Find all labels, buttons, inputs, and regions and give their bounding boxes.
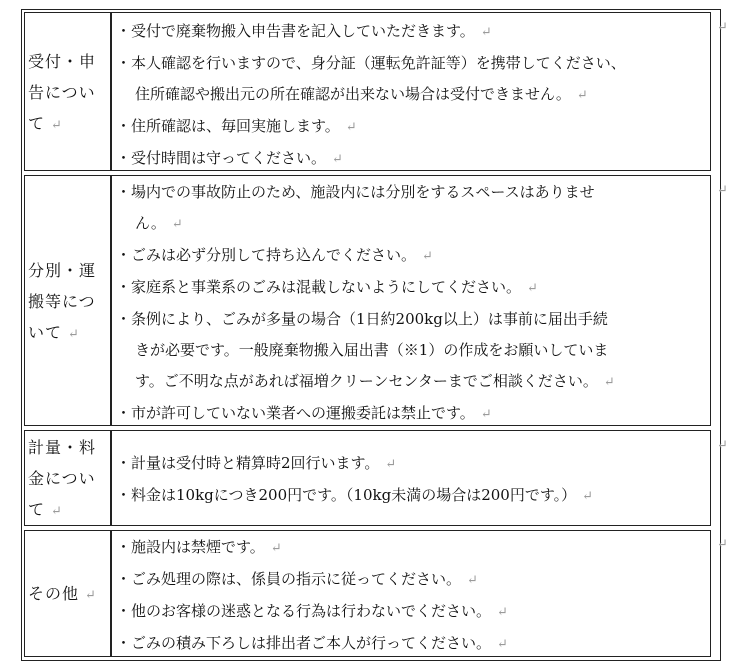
label-line: 金につい bbox=[28, 469, 96, 488]
rule-line: ・計量は受付時と精算時2回行います。 ↵ bbox=[116, 454, 397, 472]
rules-other bbox=[111, 530, 711, 657]
rule-line: ・料金は10kgにつき200円です。（10kg未満の場合は200円です。） ↵ bbox=[116, 486, 594, 504]
label-line: て ↵ bbox=[28, 500, 63, 519]
row-end-mark: ↵ bbox=[717, 537, 728, 552]
rule-line: ・市が許可していない業者への運搬委託は禁止です。 ↵ bbox=[116, 404, 492, 422]
rule-line: ・受付時間は守ってください。 ↵ bbox=[116, 149, 343, 167]
row-end-mark: ↵ bbox=[717, 183, 728, 198]
rule-line: ・他のお客様の迷惑となる行為は行わないでください。 ↵ bbox=[116, 602, 508, 620]
rule-line: ・ごみは必ず分別して持ち込んでください。 ↵ bbox=[116, 246, 433, 264]
rule-line: ・ごみ処理の際は、係員の指示に従ってください。 ↵ bbox=[116, 570, 478, 588]
rule-line: す。ご不明な点があれば福増クリーンセンターまでご相談ください。 ↵ bbox=[135, 372, 615, 390]
label-reception bbox=[24, 12, 111, 171]
label-line: 告につい bbox=[28, 83, 96, 102]
rules-separation bbox=[111, 175, 711, 426]
rule-line: ・ごみの積み下ろしは排出者ご本人が行ってください。 ↵ bbox=[116, 634, 508, 652]
label-line: 計量・料 bbox=[28, 438, 97, 457]
rules-reception bbox=[111, 12, 711, 171]
label-line: 分別・運 bbox=[28, 261, 97, 280]
label-line: 受付・申 bbox=[28, 52, 97, 71]
label-line: 搬等につ bbox=[28, 292, 96, 311]
rule-line: ・住所確認は、毎回実施します。 ↵ bbox=[116, 117, 357, 135]
rule-line: 住所確認や搬出元の所在確認が出来ない場合は受付できません。 ↵ bbox=[135, 85, 588, 103]
label-other bbox=[24, 530, 111, 657]
rule-line: ・条例により、ごみが多量の場合（1日約200kg以上）は事前に届出手続 bbox=[116, 310, 608, 328]
row-end-mark: ↵ bbox=[717, 20, 728, 35]
rule-line: きが必要です。一般廃棄物搬入届出書（※1）の作成をお願いしていま bbox=[135, 341, 609, 359]
label-weighing bbox=[24, 430, 111, 526]
row-end-mark: ↵ bbox=[717, 438, 728, 453]
label-line: て ↵ bbox=[28, 114, 63, 133]
rule-line: ん。 ↵ bbox=[135, 214, 183, 232]
label-line: その他 ↵ bbox=[28, 584, 97, 603]
rule-line: ・受付で廃棄物搬入申告書を記入していただきます。 ↵ bbox=[116, 22, 492, 40]
rule-line: ・施設内は禁煙です。 ↵ bbox=[116, 538, 282, 556]
rule-line: ・場内での事故防止のため、施設内には分別をするスペースはありませ bbox=[116, 183, 595, 201]
rules-weighing bbox=[111, 430, 711, 526]
rule-line: ・本人確認を行いますので、身分証（運転免許証等）を携帯してください、 bbox=[116, 54, 626, 72]
rule-line: ・家庭系と事業系のごみは混載しないようにしてください。 ↵ bbox=[116, 278, 538, 296]
label-line: いて ↵ bbox=[28, 323, 80, 342]
label-separation bbox=[24, 175, 111, 426]
